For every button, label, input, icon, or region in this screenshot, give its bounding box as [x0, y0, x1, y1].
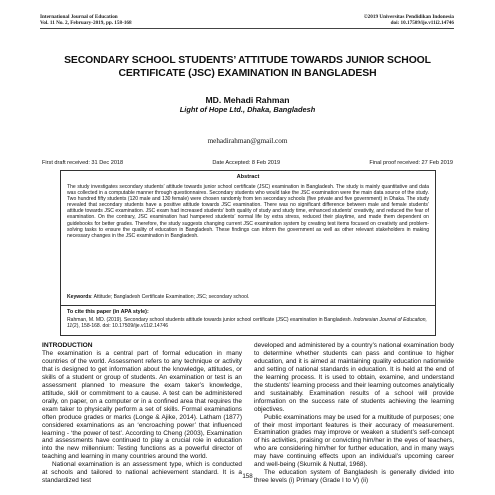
body-column-right — [254, 342, 454, 485]
body-column-left — [42, 342, 242, 485]
author-name: MD. Mehadi Rahman — [205, 95, 290, 105]
doi-line: doi: 10.17509/ije.v11i2.14746 — [390, 20, 454, 27]
title-line-2: CERTIFICATE (JSC) EXAMINATION IN BANGLADESH — [118, 68, 377, 79]
journal-header-left — [40, 14, 132, 27]
citation-box — [60, 306, 436, 336]
citation-text — [67, 317, 429, 329]
abstract-text: The study investigates secondary students’ attitude towards junior school certificate (JSC) examination in Bangladesh. The study is mainly quantitative and data was collected in a computable manner through questionnaires. Secondary students who would take the JSC examination were the main data source of the study. Two hundred fifty students (120 male and 130 female) were chosen randomly from ten secondary schools (five private and five government) in Dhaka. The study revealed that secondary students have a positive attitude towards JSC examination. There was no significant difference between male and female students’ attitude towards JSC examination. JSC exam had increased students’ both quality of study and study time, enhanced students’ creativity, and reduced the fear of examination. On the contrary, JSC examination had hampered students’ normal life by extra stress, reduced their playtime, and made them dependent on guidebooks for better grades. Therefore, the study suggests changing current JSC examination system by creating test items focused on creativity and problem-solving tasks to ensure the quality of education in Bangladesh. These findings can inform the government as well as other relevant stakeholders in making necessary changes in the JSC examination in Bangladesh. — [67, 184, 429, 239]
paper-title — [60, 54, 435, 80]
body-paragraph: The examination is a central part of formal education in many countries of the world. Assessment refers to any technique or activity that is designed to get information about the knowledge, attitudes, or skills of a student or group of students. An examination or test is an assessment planned to measure the exam taker’s knowledge, attitude, skill or commitment to a cause. A test can be administered orally, on paper, on a computer or in a confined area that requires the exam taker to physically perform a set of skills. Formal examinations often produce grades or marks (Longe & Ajike, 2014). Latham (1877) considered examinations as an ‘encroaching power’ that influenced learning - ‘the power of test’. According to Cheng (2003), Examination and assessments have continued to play a crucial role in education into the new millennium: Testing functions as a powerful director of teaching and learning in many countries around the world. — [42, 350, 242, 461]
keywords-label: Keywords — [67, 294, 92, 300]
final-proof-date: Final proof received: 27 Feb 2019 — [369, 160, 453, 166]
journal-issue: Vol. 11 No. 2, February-2019, pp. 158-168 — [40, 20, 132, 27]
introduction-heading: INTRODUCTION — [42, 342, 93, 349]
journal-name: International Journal of Education — [40, 14, 118, 20]
body-paragraph: The education system of Bangladesh is generally divided into three levels (i) Primary (Grade I to V) (ii) — [254, 469, 454, 485]
copyright-line: ©2019 Universitas Pendidikan Indonesia — [363, 14, 454, 20]
accepted-date: Date Accepted: 8 Feb 2019 — [212, 160, 281, 166]
abstract-heading: Abstract — [236, 174, 260, 180]
keywords-text: : Attitude; Bangladesh Certificate Examination; JSC; secondary school. — [91, 294, 250, 300]
body-paragraph: developed and administered by a country’s national examination body to determine whether students can pass and continue to higher education, and it is aimed at maintaining quality education nationwide and setting of national standards in education. It is held at the end of the learning process. It is used to obtain, examine, and understand the students’ learning process and their learning outcomes analytically and sustainably. Examination results of a school will provide information on the success rate of students achieving the learning objectives. — [254, 342, 454, 413]
citation-heading: To cite this paper (in APA style): — [67, 309, 149, 315]
citation-journal: Indonesian Journal of Education, 11 — [67, 317, 427, 330]
header-divider — [40, 28, 454, 29]
journal-header-right — [364, 14, 454, 27]
citation-part-2: (2), 158-168. doi: 10.17509/ije.v11i2.14746 — [72, 323, 169, 330]
body-paragraph: Public examinations may be used for a multitude of purposes; one of their most important features is their accuracy of measurement. Examination grades may improve or weaken a student’s self-concept of his activities, praising or convicting him/her in the eyes of teachers, who are considering him/her for further education, and in many ways may have continuing effects upon an individual’s upcoming career and well-being (Skurnik & Nuttal, 1968). — [254, 413, 454, 469]
first-draft-date: First draft received: 31 Dec 2018 — [42, 160, 124, 166]
author-email: mehadirahman@gmail.com — [207, 137, 288, 145]
page-number: 158 — [242, 473, 253, 480]
abstract-box — [60, 170, 436, 306]
citation-part-1: Rahman, M. MD. (2019). Secondary school students attitude towards junior school certificate (JSC) examination in Bangladesh. — [67, 317, 354, 323]
title-line-1: SECONDARY SCHOOL STUDENTS’ ATTITUDE TOWARDS JUNIOR SCHOOL — [64, 55, 431, 66]
author-affiliation: Light of Hope Ltd., Dhaka, Bangladesh — [179, 105, 316, 114]
keywords-line — [67, 294, 429, 300]
submission-dates — [42, 160, 453, 167]
body-paragraph: National examination is an assessment type, which is conducted at schools and tailored to national achievement standard. It is a standardized test — [42, 461, 242, 485]
